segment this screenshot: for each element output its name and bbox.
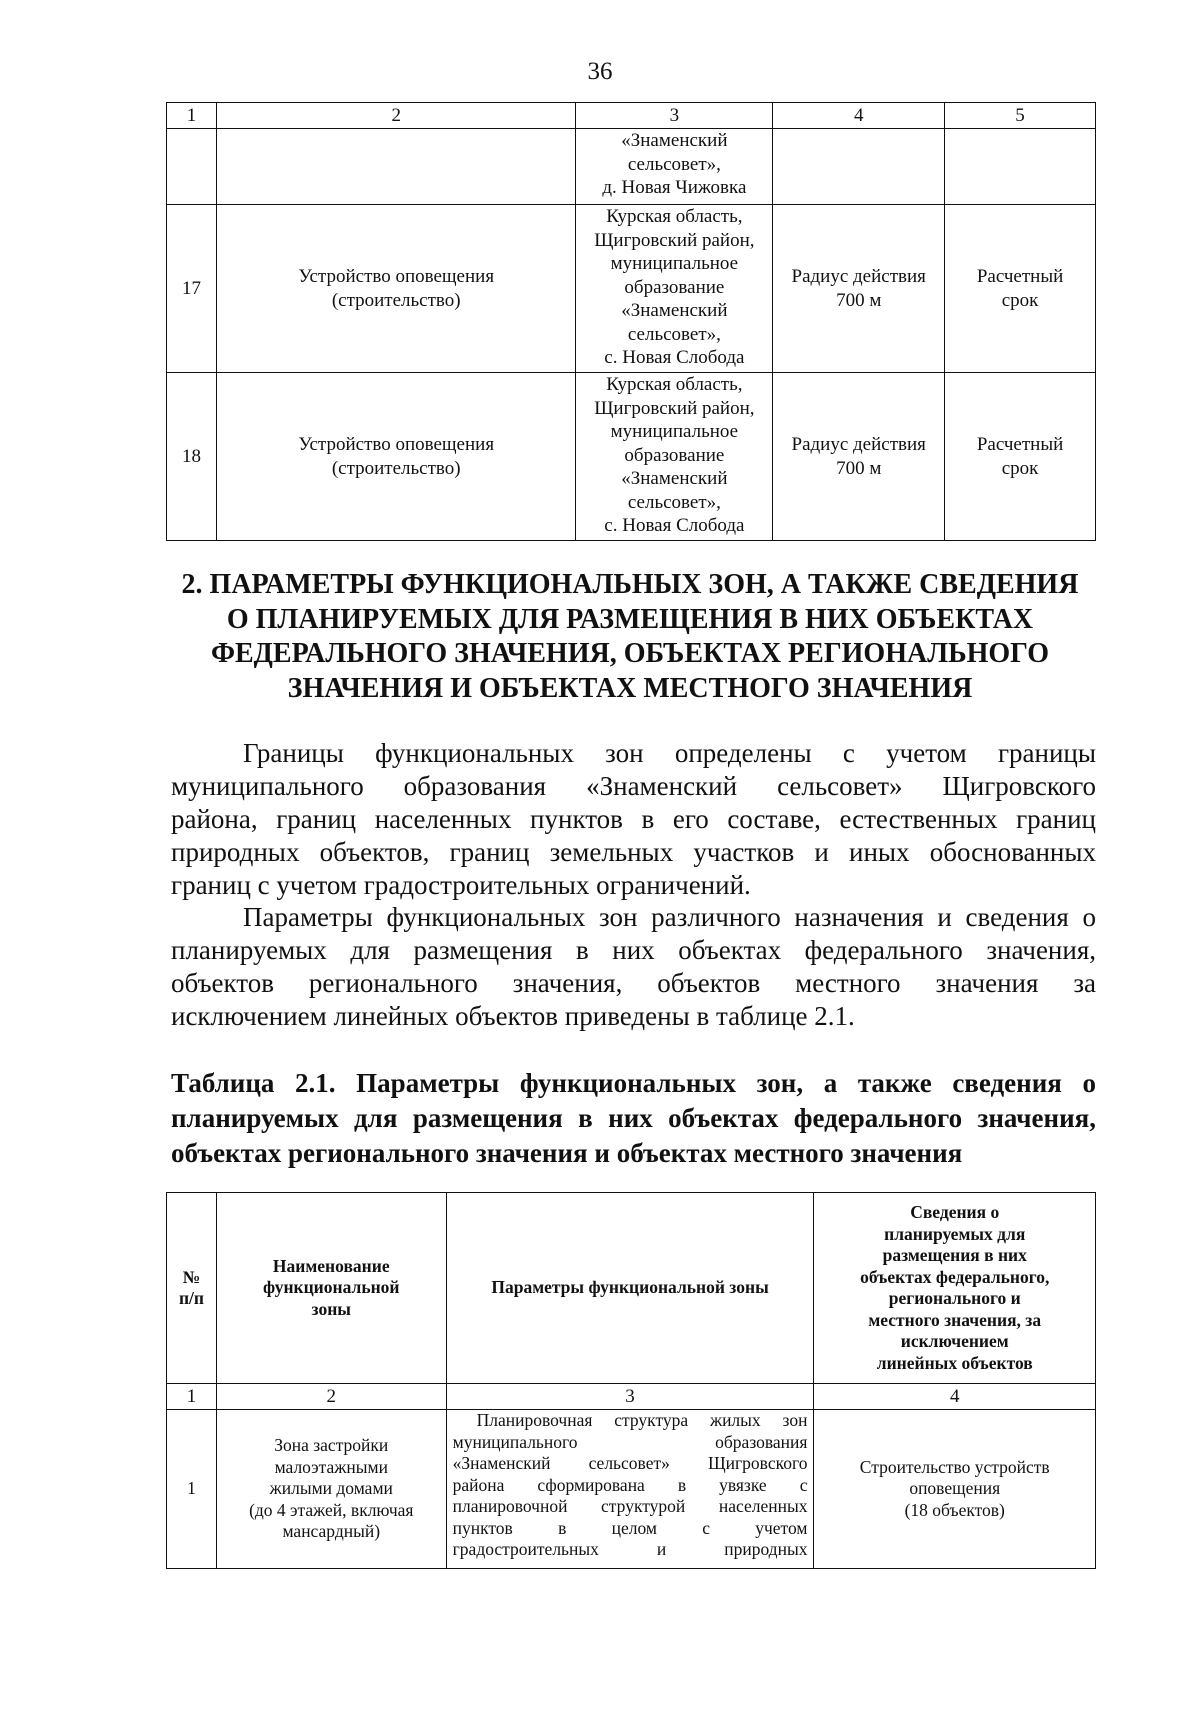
object-name-cell: Устройство оповещения (строительство)	[216, 373, 576, 541]
table-header-row	[167, 103, 1096, 129]
zone-parameters-cell: Планировочная структура жилых зон муниципального образования «Знаменский сельсовет» Щигровского района сформирована в увязке с планировочной структурой населенных пунктов в целом с учетом градостроительных и природных	[446, 1410, 814, 1569]
zone-name-cell: Зона застройки малоэтажными жилыми домами (до 4 этажей, включая мансардный)	[216, 1410, 446, 1569]
header-zone-name: Наименование функциональной зоны	[216, 1193, 446, 1384]
header-zone-parameters: Параметры функциональной зоны	[446, 1193, 814, 1384]
column-number-4: 4	[814, 1384, 1096, 1410]
location-cell: Курская область, Щигровский район, муниципальное образование «Знаменский сельсовет», с. Новая Слобода	[576, 205, 773, 373]
column-number-5: 5	[945, 103, 1096, 129]
column-number-4: 4	[773, 103, 945, 129]
table-row	[167, 205, 1096, 373]
parameter-cell	[773, 129, 945, 205]
table-header-row	[167, 1193, 1096, 1384]
paragraph-boundaries: Границы функциональных зон определены с учетом границы муниципального образования «Знаменский сельсовет» Щигровского района, границ населенных пунктов в его составе, естественных границ природных объектов, границ земельных участков и иных обоснованных границ с учетом градостроительных ограничений.	[171, 738, 1096, 900]
parameter-cell: Радиус действия 700 м	[773, 373, 945, 541]
table-row	[167, 129, 1096, 205]
row-number-cell: 18	[167, 373, 217, 541]
column-number-2: 2	[216, 1384, 446, 1410]
section-heading: 2. ПАРАМЕТРЫ ФУНКЦИОНАЛЬНЫХ ЗОН, А ТАКЖЕ СВЕДЕНИЯ О ПЛАНИРУЕМЫХ ДЛЯ РАЗМЕЩЕНИЯ В НИХ ОБЪЕКТАХ ФЕДЕРАЛЬНОГО ЗНАЧЕНИЯ, ОБЪЕКТАХ РЕГИОНАЛЬНОГО ЗНАЧЕНИЯ И ОБЪЕКТАХ МЕСТНОГО ЗНАЧЕНИЯ	[181, 569, 1079, 704]
column-number-3: 3	[446, 1384, 814, 1410]
planned-objects-cell: Строительство устройств оповещения (18 объектов)	[814, 1410, 1096, 1569]
parameter-cell: Радиус действия 700 м	[773, 205, 945, 373]
table-row	[167, 1410, 1096, 1569]
term-cell	[945, 129, 1096, 205]
column-number-3: 3	[576, 103, 773, 129]
functional-zones-table	[166, 1192, 1096, 1569]
object-name-cell: Устройство оповещения (строительство)	[216, 205, 576, 373]
term-cell: Расчетный срок	[945, 373, 1096, 541]
row-number-cell: 1	[167, 1410, 217, 1569]
page-number: 36	[587, 58, 613, 85]
header-planned-objects: Сведения о планируемых для размещения в них объектах федерального, регионального и местного значения, за исключением линейных объектов	[814, 1193, 1096, 1384]
table-caption: Таблица 2.1. Параметры функциональных зон, а также сведения о планируемых для размещения в них объектах федерального значения, объектах регионального значения и объектах местного значения	[171, 1068, 1096, 1168]
column-number-1: 1	[167, 103, 217, 129]
header-number: № п/п	[167, 1193, 217, 1384]
location-cell: Курская область, Щигровский район, муниципальное образование «Знаменский сельсовет», с. Новая Слобода	[576, 373, 773, 541]
paragraph-parameters: Параметры функциональных зон различного назначения и сведения о планируемых для размещения в них объектах федерального значения, объектов регионального значения, объектов местного значения за исключением линейных объектов приведены в таблице 2.1.	[171, 902, 1096, 1031]
table-row	[167, 373, 1096, 541]
row-number-cell: 17	[167, 205, 217, 373]
object-name-cell	[216, 129, 576, 205]
column-number-2: 2	[216, 103, 576, 129]
column-numbers-row	[167, 1384, 1096, 1410]
objects-table-continuation	[166, 102, 1096, 541]
location-cell: «Знаменский сельсовет», д. Новая Чижовка	[576, 129, 773, 205]
term-cell: Расчетный срок	[945, 205, 1096, 373]
row-number-cell	[167, 129, 217, 205]
column-number-1: 1	[167, 1384, 217, 1410]
